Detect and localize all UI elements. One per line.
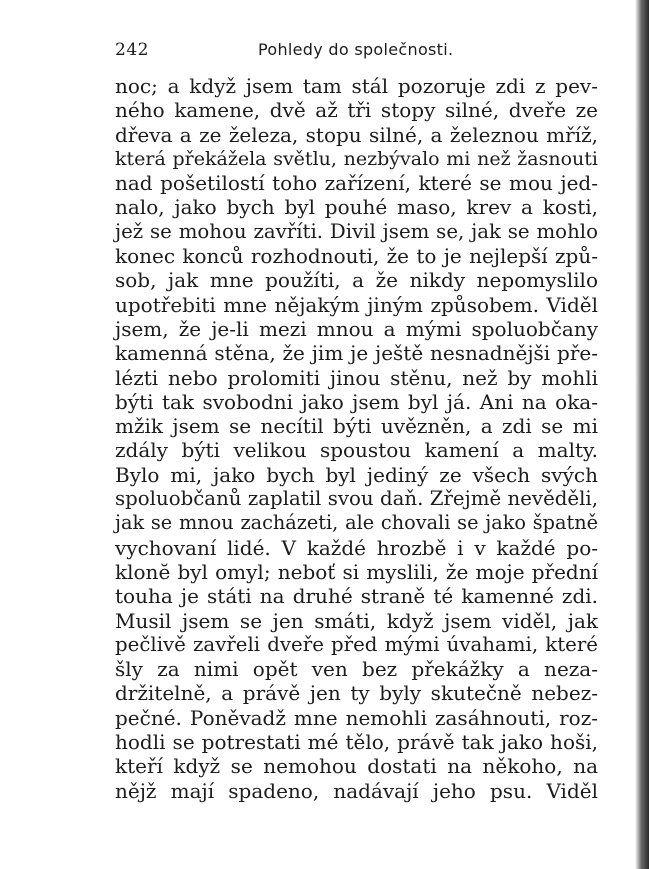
text-line: kteří když se nemohou dostati na někoho, na: [115, 754, 598, 779]
text-line: zdály býti velikou spoustou kamení a malty.: [115, 438, 598, 463]
page-number: 242: [115, 40, 149, 60]
text-line: hodli se potrestati mé tělo, právě tak jako hoši,: [115, 730, 598, 755]
running-head-title: Pohledy do společnosti.: [258, 40, 454, 59]
text-line: jak se mnou zacházeti, ale chovali se jako špatně: [115, 511, 598, 535]
text-line: klonĕ byl omyl; neboť si myslili, že moje přední: [115, 559, 598, 584]
text-line: vychovaní lidé. V každé hrozbě i v každé po-: [115, 535, 598, 560]
text-line: dřeva a ze železa, stopu silné, a železnou mříž,: [115, 122, 598, 147]
text-line: pečlivě zavřeli dveře před mými úvahami, které: [115, 632, 598, 656]
text-line: nějž mají spadeno, nadávají jeho psu. Viděl: [115, 778, 598, 803]
text-line: noc; a když jsem tam stál pozoruje zdi z pev-: [115, 74, 598, 98]
text-line: konec konců rozhodnouti, že to je nejlepší způ-: [115, 244, 598, 269]
text-line: nalo, jako bych byl pouhé maso, krev a kosti,: [115, 195, 598, 220]
text-line: spoluobčanů zaplatil svou daň. Zřejmě nevěděli,: [115, 487, 598, 511]
text-line: lézti nebo prolomiti jinou stěnu, než by mohli: [115, 365, 598, 390]
text-line: sob, jak mne použíti, a že nikdy nepomyslilo: [115, 268, 598, 293]
body-text: [115, 74, 598, 803]
text-line: jsem, že je-li mezi mnou a mými spoluobčany: [115, 316, 598, 341]
text-line: kamenná stěna, že jim je ještě nesnadnějši pře-: [115, 341, 598, 366]
text-line: býti tak svobodni jako jsem byl já. Ani na oka-: [115, 389, 598, 414]
text-line: která překážela světlu, nezbývalo mi než žasnouti: [115, 147, 598, 170]
text-line: šly za nimi opět ven bez překážky a neza-: [115, 657, 598, 682]
text-line: ného kamene, dvě až tři stopy silné, dveře ze: [115, 98, 598, 123]
text-line: upotřebiti mne nějakým jiným způsobem. Viděl: [115, 292, 598, 317]
book-spine-shadow: [635, 0, 649, 869]
text-line: Bylo mi, jako bych byl jediný ze všech svých: [115, 462, 598, 487]
text-line: mžik jsem se necítil býti uvězněn, a zdi se mi: [115, 414, 598, 439]
text-line: držitelně, a právě jen ty byly skutečně nebez-: [115, 681, 598, 706]
text-line: nad pošetilostí toho zařízení, které se mou jed-: [115, 171, 598, 196]
text-line: Musil jsem se jen smáti, když jsem viděl, jak: [115, 608, 598, 633]
text-line: touha je státi na druhé straně té kamenné zdi.: [115, 584, 598, 609]
text-line: pečné. Poněvadž mne nemohli zasáhnouti, roz-: [115, 705, 598, 730]
text-line: jež se mohou zavříti. Divil jsem se, jak se mohlo: [115, 219, 598, 243]
